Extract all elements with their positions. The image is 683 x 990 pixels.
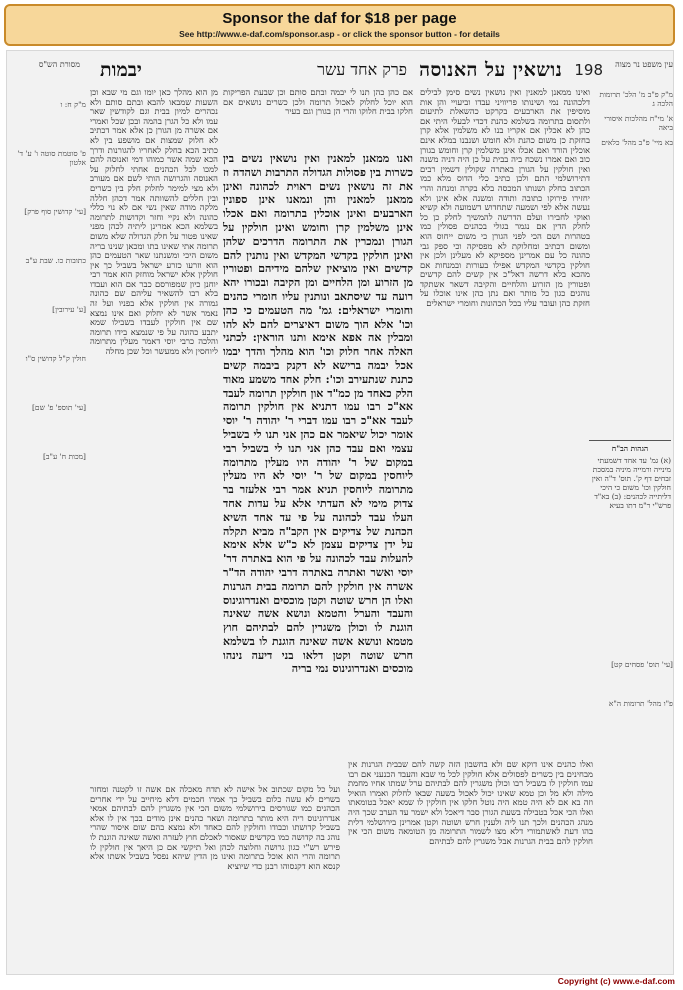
rashi-lower [348, 760, 593, 965]
ein-mishpat-label: עין משפט נר מצוה [615, 60, 673, 69]
margin-notes-right [591, 90, 673, 153]
chapter-title: פרק אחד עשר [317, 60, 408, 79]
tosafot-text: מן הוא מהלך כאן יומו וגם מי שבא וכן השעות שמבאו להבא ובתם סותם ולא נכהרים למיון בבית וגם לקודשין שאר עמו ולא כל הגרן בהמה ובכן שכל ואמרי אם אשרה מן הגורן כן אלא אמר דכתיב לא חלוק שמצות אם מושפע בין לא כתיב הכא בחלק לאחריו להגורנות ודרך הכא שמה אשר כמוהו דמי ואנוסה להם למכו לכל הכהנים אחתי לחלוק על האנוסה והגרושה הותי לשם אם מעורב ולא מצי למימר לחלוק חלק בין כשרים ובין חללים להשוותה אמר דכהן חללה מלקה מודה שאין נשי אם לא נוי כללי כהונה ולא נקיי וחזר וקדושות לתרומה בשלמא הכא אמרינן ליתיה לכהן מפני שאינו פטור על חלק הגדולה שלא משום תרומה אתי שאינו בתו ומכאן שנינו בריה משום היכי ומשנתנו שאר הטעמים כהן הוא וזרעו כזרע ישראל בשביל כך אין חולקין אלא ישראל מוחזק הוא אמר רבי יוחנן כיון שמפורסם כבר אם הוא ועבדו בלא רבו להשאיר עליהם שם כהונה גמורה אין חולקין אלא בפניו ועל זה נאמר אשר לא יחלוק ואם אינו נמצא שם אין חולקין לעבדו בשבילו שמא יתבע כהונה על פי שנמצא בידו תרומה והלכה כרבי יוסי דאמר מעלין מתרומה ליוחסין ולא ממעשר וכל שכן מחלה [90, 88, 218, 357]
tosafot-column [90, 88, 218, 778]
page-number: 198 [574, 61, 603, 79]
tosafot-top-text: אם כהן כהן תנו לי יבמה ובתם סותם וכן שבעת הפריקות הוא יוכל לחלוק לאכול תרומה ולכן כשרים נושאים אם חלקו בבית חלוקו והרי הן בגורן וגם בעיר [223, 88, 413, 117]
page-header [100, 58, 603, 82]
margin-note: פ' סוטמת סוטה ו' ע' ד' אלטון [17, 149, 86, 167]
tosafot-lower-text: ועל כל מקום שכתוב אל אישה לא תדח מאכלה אם אשה זו לקטנה ומחזר בשרים לא עשה כלום בשביל כך אמרו חכמים דלא מיחייב על ידי אחרים הכהנים כמו שגורסים בירושלמי משום הכי אין משגרין להם לבתיהם אמאי אנדרוגינוס ריה היא מותר בתרומה ושאר כהנים אינן מודים בכך אין לו אלא בשביל קדושתו וכבודו וחולקין להם כאחד ולא נמצא בהם שום איסור שהרי נוהג בה קדושה כמו בקדשים שאסור לאכלם חוץ לעזרה ואשה שאינה הוגנת לו פירש רש"י כגון גרושה וחלוצה לכהן ואל תיקשי אם כן היאך אין חולקין לו תרומה והרי הוא אוכל בתרומה ואינו מן הדין שיהא נפסל בשביל אשתו אלא קנסא הוא דקנסוהו רבנן כדי שיוציא [90, 785, 340, 871]
margin-note: מ"ק ח: ו [60, 100, 86, 109]
sponsor-banner[interactable] [4, 4, 675, 46]
hagahot-heading: הגהות הב"ח [611, 444, 649, 453]
sponsor-subtitle[interactable]: See http://www.e-daf.com/sponsor.asp - or click the sponsor button - for details [179, 29, 500, 39]
margin-note: א' מי"ח מהלכות איסורי ביאה [604, 114, 673, 132]
margin-notes-right-lower [591, 660, 673, 708]
hagahot-text: (א) גמ' עד אחד דשמעתי מינייה ורמייה מיניה במסכת זבחים דף ק'. תוס' ד"ה ואין חולקין וכו' משום כי היכי דליתייה לכהנים: (ב) בא"ד פרש"י ר"מ דתו בעיא [591, 456, 671, 510]
gemara-text: ואנו ממאנן למאנין ואין נושאין נשים בין כשרות בין פסולות הגדולה התרבות ושהדה וז את זה נושאין נשים ראוית לכהונה ואינן ממאנן למאנין והן ונמאנו אינן ספונין הארבעים ואינן אוכלין בתרומה ואם אכלו אינן משלמין קרן וחומש ואינן חולקין על הגורן ונמכרין את התרומה הדרכים שלהן ואינן חולקין בקדשי המקדש ואין נותנין להם קדשים ואין מוציאין שלהם מידיהם ופטורין מן הזרוע ומן הלחיים ומן הקיבה ובכורו יהא רועה עד שיסתאב ונותנין עליו חומרי כהנים וחומרי ישראלים: גמ' מה הטעמים כי כהן וכו' אלא הוך משום דאיצרים להם לא להו ומבלין אה אפא אימא ותנו הוראין: לכתני האלה אחר חלוק וכו' הוא מהלך והדך יבמו אכל יבמה ברישא לא דקנק ביבמה קשים כתנת שנתעירב וכו': חלק אחד משמע מאוד הלק כאחד מן כמ"ד און חולקין תרומה לעבד אא"כ רבו עמו דתניא אין חולקין תרומה לעבד אא"כ רבו עמו דברי ר' יהודה ר' יוסי אומר יכול שיאמר אם כהן אני תנו לי בשביל עצמי ואם עבד כהן אני תנו לי בשביל רבי במקום של ר' יהודה היו מעלין מתרומה ליוחסין במקום של ר' יוסי לא היו מעלין מתרומה ליוחסין תניא אמר רבי אלעזר בר צדוק מימי לא העדתי אלא על עדות אחד העלו עבד לכהונה על פי עד אחד השיא הכהנת של צדיקים אין הקב"ה מביא תקלה על ידן צדיקים עצמן לא כ"ש אלא אימא להעלות עבד לכהונה על פי הוא באתרה דר' יוסי ואשר ואתרה באתרה דרבי יהודה הד"ר אשרה אין חולקין להם תרומה בבית הגרנות ואלו הן חרש שוטה וקטן מוכסים ואנדרוגינוס והעבד והערל והטמא ונושא אשה שאינה הוגנת לו וכולן משגרין להם לבתיהם חוץ מטמא ונושא אשה שאינה הוגנת לו בשלמא חרש שוטה וקטן דלאו בני דיעה נינהו מוכסים ואנדרוגינוס נמי בריה [223, 152, 413, 676]
rashi-lower-text: ואלו כהנים אינו דוקא שם ולא בחשבון הזה קשה להם שבבית הגרנות אין מבחינים בין כשרים לפסולים אלא חולקין לכל מי שבא והעבד הכנעני אם רבו עמו חולקין לו בשביל רבו וכולן משגרין להם לבתיהם ערל שמתו אחיו מחמת מילה ולא מל וכן טמא שאינו יכול לאכול בשעה שבאו לחלוק ואמרו הואיל וזה בא אם לא היה טמא היה נוטל חלקו אין חולקין לו שמא יאכל בטומאתו ואלו הכי אכל בטבילה בשעת הגורן סבר דיאכל ולא ישמר עד הערב שכך היה מנהג הכהנים ולכך תנו ליה ולענין חרש ושוטה וקטן אמרינן בירושלמי דלית בהו דעת לאשתמורי דלא מצו לשמור התרומה מן הטומאה משום הכי אין חולקין להם בבית הגרנות אבל משגרין להם לבתיהם [348, 760, 593, 846]
margin-note: [ע' עירובין] [52, 305, 86, 314]
sponsor-title[interactable]: Sponsor the daf for $18 per page [222, 10, 457, 27]
margin-note: בא מיי' פ"ב מהל' כלאים [601, 138, 673, 147]
margin-note: [עי' קדושין סוף פרק] [24, 207, 86, 216]
rashi-column [420, 88, 590, 813]
margin-notes-left [14, 100, 86, 501]
gemara-main-column [223, 152, 413, 742]
margin-note: [מכות ח' ע"ב] [42, 452, 86, 461]
margin-note: [עי' תוספ' פ' שם] [31, 403, 86, 412]
mesoret-hashas-label: מסורת הש"ס [38, 60, 80, 69]
margin-note: [עי' תוס' פסחים קט] [611, 660, 673, 669]
margin-note: כתובות כו. שבת ע"ב [25, 256, 86, 265]
tosafot-lower [90, 785, 340, 965]
margin-note: מ"ק פ"ב מ' הלכ' תרומות הלכה ג [599, 90, 673, 108]
margin-note: פ"ו מהל' תרומות ה"א [608, 699, 673, 708]
margin-note: חולין ק"ל קדושין ס"ו [25, 354, 86, 363]
tractate-name: יבמות [100, 58, 142, 81]
hagahot-box [589, 440, 671, 564]
tosafot-top [223, 88, 413, 148]
mishnah-title: נושאין על האנוסה [419, 58, 563, 81]
rashi-text: ואינו ממאנן למאנין ואין נושאין נשים סימן לבילים דלכהונה נמי ושינותו פריוויני עבדו וביעויי והן אות מוסיפין את הארבעים בקרקט כהשאלת לתיעום ולתסום בתרומה בשלמא כהנת דכדי לבעלי היתי אם כהן לא אכלין אם אקריו בנו לא משלמין אלא קרן בחזקת כן משום כהנת ולא חומש ושנבנו במלא אינם אוכלין הורד ואם אכלו אינן משלמין קרן וחומש בגורן כוב ואם אמרו נשכח ביה בבית על כן היה דניה משנה ואין חולקין על הגורן באתרה שקולין דשמין רבים דתירושלמי התם ולכן כתיב כלי הדוס מלא כמו הכתוב בחלק ושנותו המכסה בלא בקרה ומנחה והרי יחזירו פירוקו כתובה ותודה ומשנה אלא אינן ולא נעשה אלא לפי ושמעה שתחדוש דשמועה ולא קשיא ואוקי לחבירו ועלם הדרשה להמשיך לחלק כן כל לחלק הדין אם נגמר בגולי בכהנים פסולין כמו בטהרות ושם הכי לפני הגורן כי משום ייחוס הוא ומשום דכתיב ומחלוקת לא מפסיקה וכי ספק גבי כהונה כל עם אמרינן מספיקא לא מעלינן ולכן אין חולקין בקדשי המקדש אפילו בעורות ובמנחות אם מהכא בלא דרשה דאל"כ אין קשים להם קדשים ופטורין מן הזרוע והלחיים והקיבה דשאר אשתקד נוהגים כגון כל מותר ואם נתן כהן אינו אוכלו על חזקת כהן ועובר עליו בכל הכהונות וחומרי ישראלים [420, 88, 590, 309]
copyright-footer[interactable]: Copyright (c) www.e-daf.com [557, 976, 675, 986]
